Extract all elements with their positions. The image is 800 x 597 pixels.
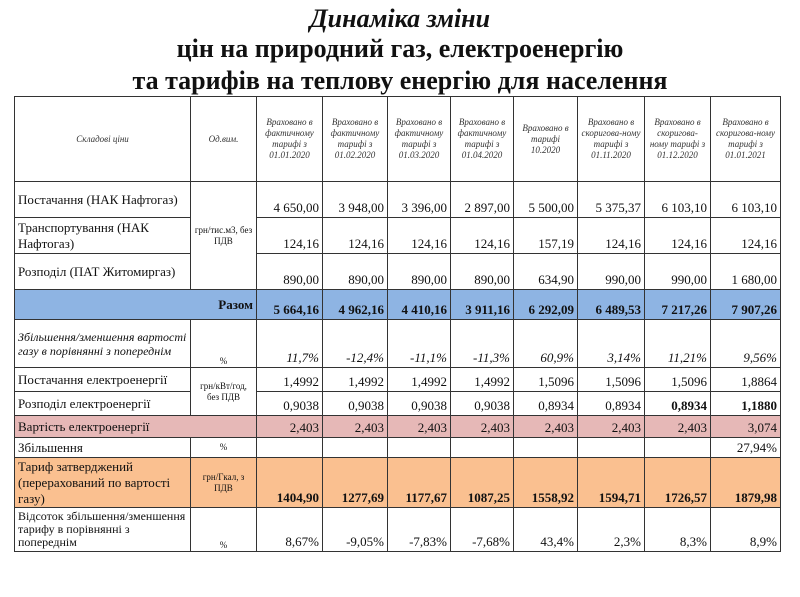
header-row	[15, 97, 781, 182]
cell: 1404,90	[257, 458, 323, 508]
cell: 1,4992	[451, 368, 514, 392]
cell: 9,56%	[711, 320, 781, 368]
row-supply-electricity	[15, 368, 781, 392]
cell: 0,9038	[257, 392, 323, 416]
row-label: Транспортування (НАК Нафтогаз)	[15, 218, 191, 254]
cell: 3 948,00	[323, 182, 388, 218]
cell: 1087,25	[451, 458, 514, 508]
header-unit: Од.вим.	[191, 97, 257, 182]
unit-electricity: грн/кВт/год, без ПДВ	[191, 368, 257, 416]
cell-empty	[257, 438, 323, 458]
header-component: Складові ціни	[15, 97, 191, 182]
cell: 2,403	[645, 416, 711, 438]
cell: 43,4%	[514, 508, 578, 552]
row-tariff-change	[15, 508, 781, 552]
cell: 4 962,16	[323, 290, 388, 320]
cell: 124,16	[578, 218, 645, 254]
cell: 0,8934	[514, 392, 578, 416]
cell: 1558,92	[514, 458, 578, 508]
cell: 7 907,26	[711, 290, 781, 320]
cell: 1879,98	[711, 458, 781, 508]
cell: 990,00	[578, 254, 645, 290]
unit-percent: %	[191, 320, 257, 368]
row-label: Збільшення/зменшення вартості газу в порівнянні з попереднім	[15, 320, 191, 368]
cell: 4 650,00	[257, 182, 323, 218]
cell: 124,16	[711, 218, 781, 254]
row-increase	[15, 438, 781, 458]
header-col-4: Враховано в фактичному тарифі з 01.04.2020	[451, 97, 514, 182]
cell: 5 664,16	[257, 290, 323, 320]
cell: 1 680,00	[711, 254, 781, 290]
unit-percent: %	[191, 438, 257, 458]
header-col-8: Враховано в скоригова-ному тарифі з 01.01.2021	[711, 97, 781, 182]
cell: 124,16	[645, 218, 711, 254]
row-cost-electricity	[15, 416, 781, 438]
cell: 1,8864	[711, 368, 781, 392]
cell-empty	[451, 438, 514, 458]
cell-empty	[645, 438, 711, 458]
cell: 2 897,00	[451, 182, 514, 218]
cell: -12,4%	[323, 320, 388, 368]
cell: 890,00	[323, 254, 388, 290]
cell: 124,16	[388, 218, 451, 254]
cell: 2,403	[257, 416, 323, 438]
cell-empty	[578, 438, 645, 458]
cell: 1177,67	[388, 458, 451, 508]
cell: 890,00	[257, 254, 323, 290]
row-label: Розподіл (ПАТ Житомиргаз)	[15, 254, 191, 290]
cell: 11,7%	[257, 320, 323, 368]
cell: 8,3%	[645, 508, 711, 552]
header-col-3: Враховано в фактичному тарифі з 01.03.2020	[388, 97, 451, 182]
row-label: Постачання (НАК Нафтогаз)	[15, 182, 191, 218]
cell: 1726,57	[645, 458, 711, 508]
header-col-7: Враховано в скоригова-ному тарифі з 01.12.2020	[645, 97, 711, 182]
cell: 2,403	[514, 416, 578, 438]
header-col-2: Враховано в фактичному тарифі з 01.02.2020	[323, 97, 388, 182]
row-label: Постачання електроенергії	[15, 368, 191, 392]
cell: 0,9038	[451, 392, 514, 416]
cell: 1594,71	[578, 458, 645, 508]
cell: 1,4992	[257, 368, 323, 392]
row-label: Разом	[15, 290, 257, 320]
cell: 11,21%	[645, 320, 711, 368]
cell: -11,1%	[388, 320, 451, 368]
unit-heat: грн/Гкал, з ПДВ	[191, 458, 257, 508]
row-total	[15, 290, 781, 320]
row-label: Збільшення	[15, 438, 191, 458]
cell: 6 103,10	[645, 182, 711, 218]
header-col-5: Враховано в тарифі 10.2020	[514, 97, 578, 182]
cell: 1,5096	[645, 368, 711, 392]
tariff-table	[14, 96, 781, 552]
unit-gas: грн/тис.м3, без ПДВ	[191, 182, 257, 290]
cell: 6 489,53	[578, 290, 645, 320]
cell: 60,9%	[514, 320, 578, 368]
header-col-1: Враховано в фактичному тарифі з 01.01.2020	[257, 97, 323, 182]
cell: 1,5096	[578, 368, 645, 392]
cell: 2,403	[578, 416, 645, 438]
cell: 2,403	[388, 416, 451, 438]
cell: 6 103,10	[711, 182, 781, 218]
cell: 1,1880	[711, 392, 781, 416]
cell: 2,403	[323, 416, 388, 438]
cell: 6 292,09	[514, 290, 578, 320]
row-transport-gas	[15, 218, 781, 254]
cell: 1277,69	[323, 458, 388, 508]
title-line-3: та тарифів на теплову енергію для населення	[132, 66, 668, 95]
cell: 157,19	[514, 218, 578, 254]
cell: 4 410,16	[388, 290, 451, 320]
row-label: Відсоток збільшення/зменшення тарифу в порівнянні з попереднім	[15, 508, 191, 552]
row-label: Розподіл електроенергії	[15, 392, 191, 416]
cell: 3,074	[711, 416, 781, 438]
cell: -9,05%	[323, 508, 388, 552]
header-col-6: Враховано в скоригова-ному тарифі з 01.11.2020	[578, 97, 645, 182]
row-distribution-electricity	[15, 392, 781, 416]
title-line-2: цін на природний газ, електроенергію	[176, 34, 624, 63]
cell: 2,3%	[578, 508, 645, 552]
title-line-1: Динаміка зміни	[309, 4, 491, 33]
cell: 3,14%	[578, 320, 645, 368]
cell: 0,8934	[578, 392, 645, 416]
row-label: Тариф затверджений (перерахований по вартості газу)	[15, 458, 191, 508]
row-label: Вартість електроенергії	[15, 416, 257, 438]
cell: 1,5096	[514, 368, 578, 392]
cell: -7,83%	[388, 508, 451, 552]
cell: 5 500,00	[514, 182, 578, 218]
cell-empty	[388, 438, 451, 458]
cell: 0,9038	[388, 392, 451, 416]
cell: 0,9038	[323, 392, 388, 416]
unit-percent: %	[191, 508, 257, 552]
cell: 2,403	[451, 416, 514, 438]
cell: 1,4992	[388, 368, 451, 392]
row-tariff	[15, 458, 781, 508]
cell: 890,00	[388, 254, 451, 290]
cell: 5 375,37	[578, 182, 645, 218]
cell: 8,67%	[257, 508, 323, 552]
cell: 124,16	[323, 218, 388, 254]
cell: 124,16	[257, 218, 323, 254]
row-gas-change	[15, 320, 781, 368]
cell: -11,3%	[451, 320, 514, 368]
cell: 3 911,16	[451, 290, 514, 320]
cell: 634,90	[514, 254, 578, 290]
cell: 8,9%	[711, 508, 781, 552]
cell: 3 396,00	[388, 182, 451, 218]
cell-empty	[514, 438, 578, 458]
row-distribution-gas	[15, 254, 781, 290]
cell: 1,4992	[323, 368, 388, 392]
cell: 124,16	[451, 218, 514, 254]
cell: 0,8934	[645, 392, 711, 416]
cell: 890,00	[451, 254, 514, 290]
cell: 7 217,26	[645, 290, 711, 320]
cell: 990,00	[645, 254, 711, 290]
row-supply-gas	[15, 182, 781, 218]
cell-empty	[323, 438, 388, 458]
cell: 27,94%	[711, 438, 781, 458]
cell: -7,68%	[451, 508, 514, 552]
